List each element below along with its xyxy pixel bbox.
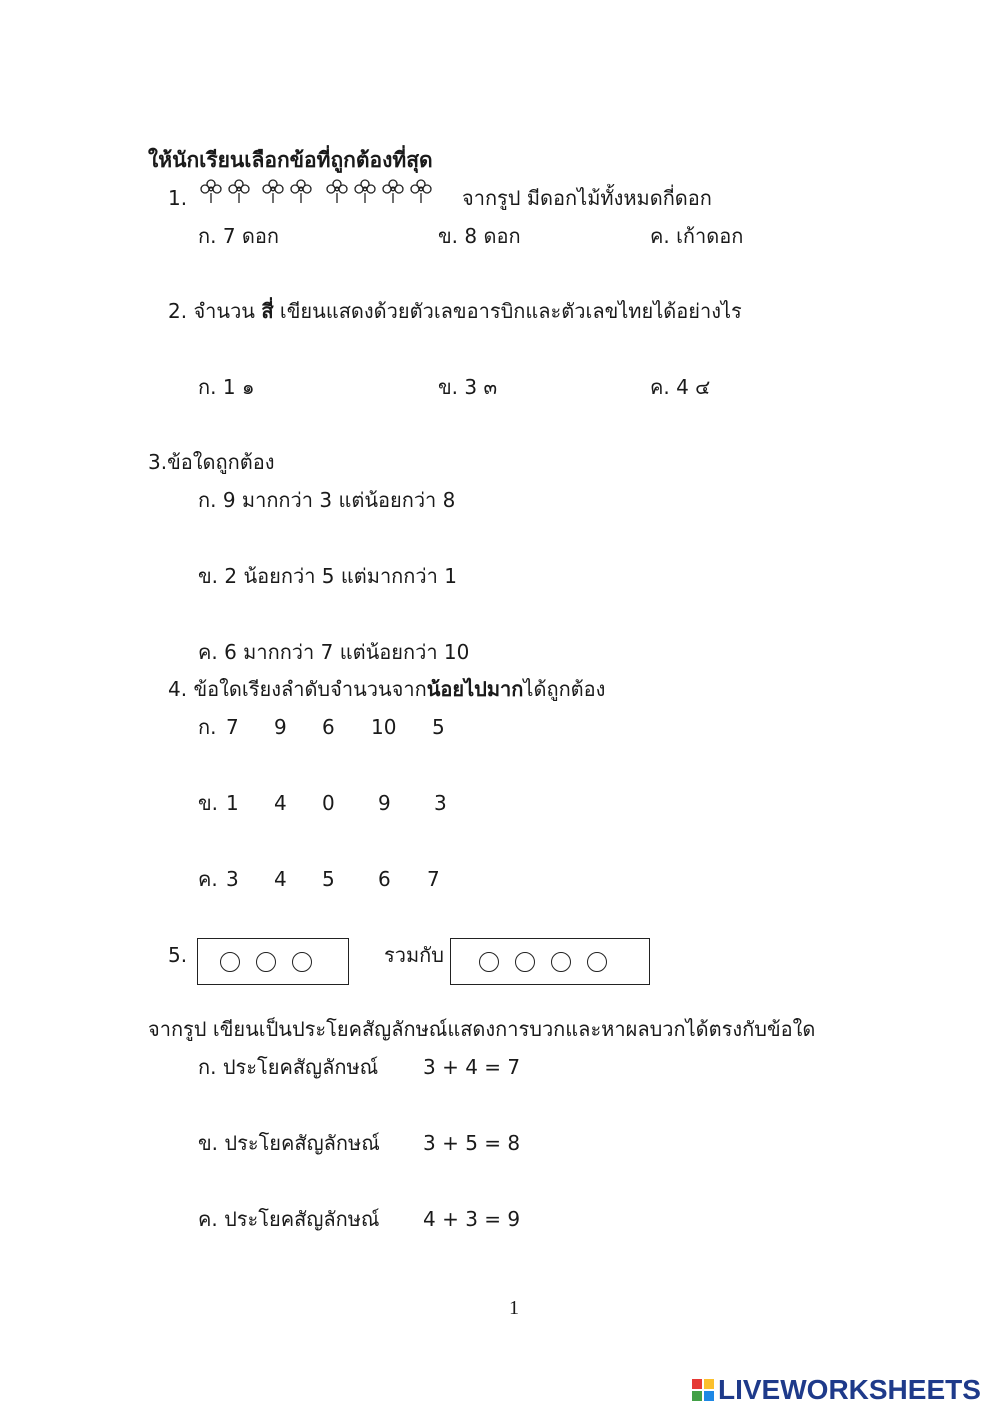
q2-number: 2. (168, 299, 188, 323)
circle-icon (256, 952, 276, 972)
q4-number-item: 6 (378, 867, 391, 891)
q4-number-item: 3 (434, 791, 447, 815)
flower-icon (226, 178, 252, 204)
q4-suffix: ได้ถูกต้อง (523, 677, 606, 701)
q4-choice-label: ค. (198, 867, 218, 891)
q2-bold-word: สี่ (261, 299, 274, 323)
q3-choice-b[interactable]: ข. 2 น้อยกว่า 5 แต่มากกว่า 1 (198, 564, 457, 588)
q4-number-item: 3 (226, 867, 239, 891)
q4-number: 4. (168, 677, 188, 701)
instruction-heading: ให้นักเรียนเลือกข้อที่ถูกต้องที่สุด (148, 148, 433, 172)
q5-right-box (450, 938, 650, 985)
circle-icon (479, 952, 499, 972)
q4-number-item: 10 (371, 715, 397, 739)
q5-choice-label: ก. ประโยคสัญลักษณ์ (198, 1055, 379, 1079)
brand-logo-icon (692, 1379, 714, 1401)
q3-choice-c[interactable]: ค. 6 มากกว่า 7 แต่น้อยกว่า 10 (198, 640, 470, 664)
flower-icon (324, 178, 350, 204)
q4-number-item: 9 (274, 715, 287, 739)
q5-choice-expression: 4 + 3 = 9 (423, 1207, 521, 1231)
q4-choice-label: ก. (198, 715, 217, 739)
flower-icon (352, 178, 378, 204)
circle-icon (220, 952, 240, 972)
q2-choice-a[interactable]: ก. 1 ๑ (198, 375, 255, 399)
q3-choice-a[interactable]: ก. 9 มากกว่า 3 แต่น้อยกว่า 8 (198, 488, 456, 512)
q5-choice-expression: 3 + 4 = 7 (423, 1055, 521, 1079)
circle-icon (292, 952, 312, 972)
circle-icon (515, 952, 535, 972)
flower-icon (380, 178, 406, 204)
q4-number-item: 0 (322, 791, 335, 815)
q2-question (168, 297, 742, 325)
q1-number: 1. (168, 186, 188, 210)
q5-choice-label: ค. ประโยคสัญลักษณ์ (198, 1207, 380, 1231)
q4-number-item: 6 (322, 715, 335, 739)
q4-number-item: 4 (274, 867, 287, 891)
q5-left-box (197, 938, 349, 985)
q3-question: 3.ข้อใดถูกต้อง (148, 450, 275, 474)
flower-icon (408, 178, 434, 204)
q4-number-item: 7 (427, 867, 440, 891)
flower-icon (260, 178, 286, 204)
q4-number-item: 7 (226, 715, 239, 739)
q2-suffix: เขียนแสดงด้วยตัวเลขอารบิกและตัวเลขไทยได้อย่างไร (273, 299, 742, 323)
q5-number: 5. (168, 943, 188, 967)
q4-question (168, 675, 605, 703)
q4-number-item: 1 (226, 791, 239, 815)
q2-prefix: จำนวน (193, 299, 262, 323)
q1-question: จากรูป มีดอกไม้ทั้งหมดกี่ดอก (462, 186, 712, 210)
q5-joiner: รวมกับ (384, 943, 444, 967)
liveworksheets-logo (692, 1374, 981, 1406)
circle-icon (587, 952, 607, 972)
q1-flowers (198, 178, 434, 204)
q4-number-item: 5 (322, 867, 335, 891)
flower-icon (288, 178, 314, 204)
q5-choice-expression: 3 + 5 = 8 (423, 1131, 521, 1155)
q4-choice-label: ข. (198, 791, 219, 815)
q2-choice-c[interactable]: ค. 4 ๔ (650, 375, 711, 399)
q4-number-item: 9 (378, 791, 391, 815)
q4-number-item: 5 (432, 715, 445, 739)
q4-prefix: ข้อใดเรียงลำดับจำนวนจาก (193, 677, 427, 701)
q5-choice-label: ข. ประโยคสัญลักษณ์ (198, 1131, 380, 1155)
q2-choice-b[interactable]: ข. 3 ๓ (438, 375, 498, 399)
q4-number-item: 4 (274, 791, 287, 815)
q5-question: จากรูป เขียนเป็นประโยคสัญลักษณ์แสดงการบวกและหาผลบวกได้ตรงกับข้อใด (148, 1017, 816, 1041)
q4-bold-phrase: น้อยไปมาก (426, 677, 524, 701)
circle-icon (551, 952, 571, 972)
q1-choice-b[interactable]: ข. 8 ดอก (438, 224, 521, 248)
q1-choice-a[interactable]: ก. 7 ดอก (198, 224, 280, 248)
flower-icon (198, 178, 224, 204)
page-number: 1 (509, 1297, 519, 1319)
q1-choice-c[interactable]: ค. เก้าดอก (650, 224, 744, 248)
brand-text: LIVEWORKSHEETS (718, 1374, 981, 1405)
